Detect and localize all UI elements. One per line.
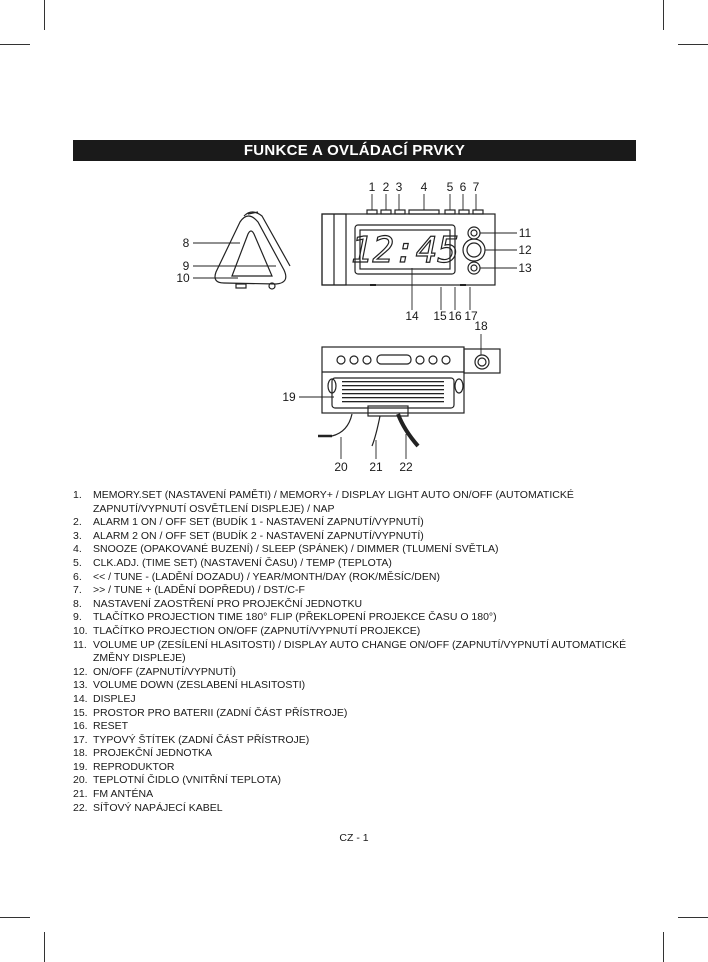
item-text: PROJEKČNÍ JEDNOTKA	[93, 747, 213, 760]
item-number: 21.	[73, 788, 88, 801]
callout-8: 8	[182, 236, 190, 250]
callout-15: 15	[433, 309, 447, 323]
callout-6: 6	[459, 180, 467, 194]
callout-10: 10	[176, 271, 190, 285]
item-number: 14.	[73, 692, 88, 705]
display-digits: 12:45	[350, 230, 460, 271]
callout-13: 13	[518, 261, 532, 275]
list-item	[73, 707, 633, 721]
item-text: TLAČÍTKO PROJECTION ON/OFF (ZAPNUTÍ/VYPNUTÍ PROJEKCE)	[93, 624, 421, 637]
list-item	[73, 720, 633, 734]
callout-21: 21	[369, 460, 383, 474]
item-number: 1.	[73, 489, 82, 501]
parts-list	[73, 489, 633, 815]
item-text: DISPLEJ	[93, 692, 136, 705]
item-number: 9.	[73, 611, 82, 624]
item-number: 15.	[73, 706, 88, 719]
callout-4: 4	[420, 180, 428, 194]
item-number: 19.	[73, 760, 88, 773]
item-text: PROSTOR PRO BATERII (ZADNÍ ČÁST PŘÍSTROJE)	[93, 706, 348, 719]
list-item	[73, 734, 633, 748]
list-item	[73, 571, 633, 585]
item-number: 13.	[73, 679, 88, 692]
list-item	[73, 747, 633, 761]
callout-17: 17	[464, 309, 478, 323]
item-text: CLK.ADJ. (TIME SET) (NASTAVENÍ ČASU) / TEMP (TEPLOTA)	[93, 556, 392, 569]
callout-18: 18	[474, 319, 488, 333]
item-text: SÍŤOVÝ NAPÁJECÍ KABEL	[93, 801, 223, 814]
item-text: ALARM 2 ON / OFF SET (BUDÍK 2 - NASTAVENÍ ZAPNUTÍ/VYPNUTÍ)	[93, 529, 424, 542]
list-item	[73, 788, 633, 802]
item-text: ON/OFF (ZAPNUTÍ/VYPNUTÍ)	[93, 665, 236, 678]
item-text: >> / TUNE + (LADĚNÍ DOPŘEDU) / DST/C-F	[93, 584, 305, 597]
callout-14: 14	[405, 309, 419, 323]
item-text: VOLUME UP (ZESÍLENÍ HLASITOSTI) / DISPLAY AUTO CHANGE ON/OFF (ZAPNUTÍ/VYPNUTÍ AUTOMATICKÉ ZMĚNY DISPLEJE)	[93, 638, 627, 665]
callout-1: 1	[368, 180, 376, 194]
item-text: NASTAVENÍ ZAOSTŘENÍ PRO PROJEKČNÍ JEDNOTKU	[93, 597, 363, 610]
item-text: FM ANTÉNA	[93, 788, 154, 801]
list-item	[73, 489, 633, 516]
item-number: 18.	[73, 747, 88, 760]
callout-11: 11	[518, 226, 532, 240]
item-number: 12.	[73, 665, 88, 678]
speaker-grille	[342, 381, 444, 402]
list-item	[73, 666, 633, 680]
item-number: 10.	[73, 624, 88, 637]
list-item	[73, 530, 633, 544]
item-number: 20.	[73, 774, 88, 787]
item-text: VOLUME DOWN (ZESLABENÍ HLASITOSTI)	[93, 679, 306, 692]
list-item	[73, 557, 633, 571]
item-text: TLAČÍTKO PROJECTION TIME 180° FLIP (PŘEKLOPENÍ PROJEKCE ČASU O 180°)	[93, 611, 497, 624]
callout-5: 5	[446, 180, 454, 194]
list-item	[73, 584, 633, 598]
item-number: 11.	[73, 638, 87, 651]
list-item	[73, 543, 633, 557]
callout-7: 7	[472, 180, 480, 194]
list-item	[73, 516, 633, 530]
list-item	[73, 693, 633, 707]
callout-20: 20	[334, 460, 348, 474]
list-item	[73, 625, 633, 639]
item-number: 22.	[73, 801, 88, 814]
item-number: 5.	[73, 556, 82, 569]
list-item	[73, 761, 633, 775]
section-title: FUNKCE A OVLÁDACÍ PRVKY	[73, 140, 636, 161]
list-item	[73, 598, 633, 612]
item-number: 4.	[73, 543, 82, 556]
item-text: ALARM 1 ON / OFF SET (BUDÍK 1 - NASTAVENÍ ZAPNUTÍ/VYPNUTÍ)	[93, 516, 424, 529]
list-item	[73, 679, 633, 693]
callout-19: 19	[282, 390, 296, 404]
callout-22: 22	[399, 460, 413, 474]
callout-9: 9	[182, 259, 190, 273]
callout-12: 12	[518, 243, 532, 257]
callout-2: 2	[382, 180, 390, 194]
item-number: 6.	[73, 570, 82, 583]
item-text: MEMORY.SET (NASTAVENÍ PAMĚTI) / MEMORY+ / DISPLAY LIGHT AUTO ON/OFF (AUTOMATICKÉ ZAPNUTÍ/VYPNUTÍ OSVĚTLENÍ DISPLEJE) / NAP	[93, 489, 574, 515]
side-view-drawing	[215, 212, 290, 289]
callout-3: 3	[395, 180, 403, 194]
item-text: REPRODUKTOR	[93, 760, 175, 773]
item-number: 7.	[73, 584, 82, 597]
item-number: 8.	[73, 597, 82, 610]
item-text: TYPOVÝ ŠTÍTEK (ZADNÍ ČÁST PŘÍSTROJE)	[93, 733, 310, 746]
power-cable	[398, 414, 418, 446]
list-item	[73, 774, 633, 788]
item-text: << / TUNE - (LADĚNÍ DOZADU) / YEAR/MONTH/DAY (ROK/MĚSÍC/DEN)	[93, 570, 440, 583]
list-item	[73, 802, 633, 816]
item-number: 2.	[73, 516, 82, 529]
page-number: CZ - 1	[339, 832, 369, 844]
item-text: TEPLOTNÍ ČIDLO (VNITŘNÍ TEPLOTA)	[93, 774, 282, 787]
callout-16: 16	[448, 309, 462, 323]
list-item	[73, 639, 633, 666]
item-number: 17.	[73, 733, 88, 746]
top-view-drawing	[322, 347, 500, 446]
item-text: SNOOZE (OPAKOVANÉ BUZENÍ) / SLEEP (SPÁNEK) / DIMMER (TLUMENÍ SVĚTLA)	[93, 543, 499, 556]
item-number: 16.	[73, 720, 88, 733]
item-text: RESET	[93, 720, 129, 733]
item-number: 3.	[73, 529, 82, 542]
list-item	[73, 611, 633, 625]
